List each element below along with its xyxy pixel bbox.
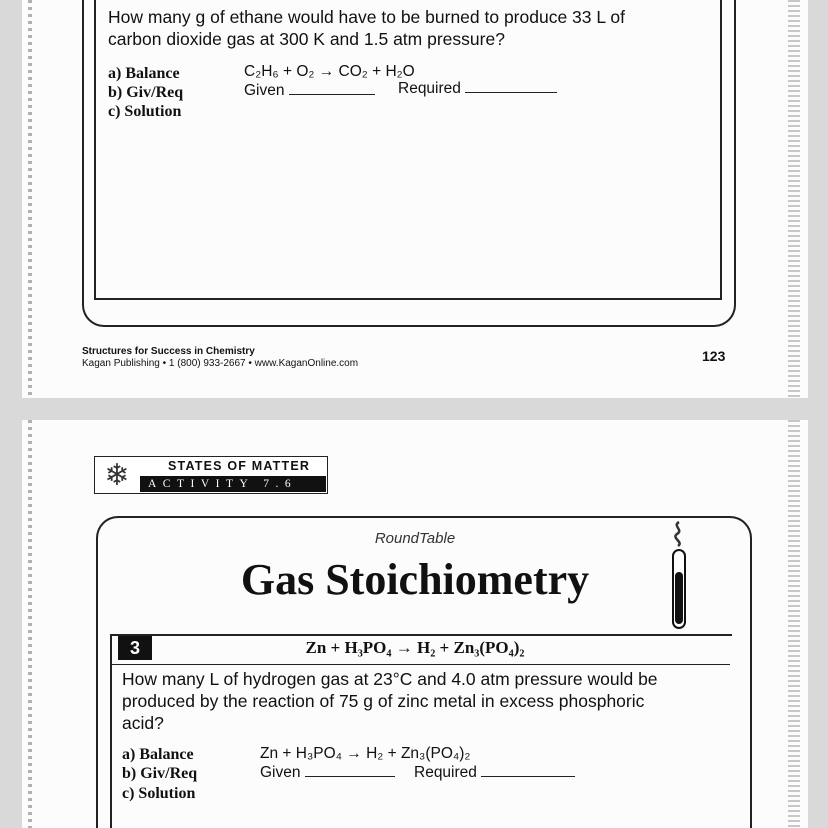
- question-line: How many g of ethane would have to be burned to produce 33 L of: [108, 7, 625, 27]
- given-field: [244, 81, 375, 100]
- footer-publisher: Kagan Publishing • 1 (800) 933-2667 • www.KaganOnline.com: [82, 358, 359, 369]
- problem-number: 3: [118, 636, 152, 660]
- given-blank[interactable]: [305, 764, 395, 777]
- given-label: Given: [260, 764, 301, 781]
- footer: [82, 346, 358, 370]
- giv-req-label: b) Giv/Req: [122, 765, 198, 782]
- required-field: [414, 763, 575, 782]
- worksheet-page-123: [22, 0, 808, 398]
- required-blank[interactable]: [481, 764, 575, 777]
- solution-label: c) Solution: [122, 785, 196, 802]
- question-line: acid?: [122, 713, 164, 733]
- snowflake-icon: ❄: [104, 458, 130, 492]
- test-tube-icon: [664, 520, 694, 630]
- balance-equation: C₂H₆ + O₂ → CO₂ + H₂O: [244, 63, 415, 80]
- question-line: carbon dioxide gas at 300 K and 1.5 atm pressure?: [108, 29, 505, 49]
- solution-label: c) Solution: [108, 103, 182, 120]
- required-blank[interactable]: [465, 80, 557, 93]
- activity-number: ACTIVITY 7.6: [140, 476, 326, 492]
- divider: [110, 664, 730, 665]
- balance-label: a) Balance: [122, 746, 194, 763]
- page-title: Gas Stoichiometry: [240, 555, 590, 604]
- balance-label: a) Balance: [108, 65, 180, 82]
- page-number: 123: [702, 348, 726, 364]
- required-field: [398, 79, 557, 98]
- given-label: Given: [244, 82, 285, 99]
- problem-equation: Zn + H₃PO₄ → H₂ + Zn₃(PO₄)₂: [305, 638, 525, 657]
- scan-edge: [28, 0, 32, 398]
- structure-name: RoundTable: [374, 530, 456, 547]
- required-label: Required: [414, 764, 477, 781]
- required-label: Required: [398, 80, 461, 97]
- question-line: How many L of hydrogen gas at 23°C and 4.0 atm pressure would be: [122, 669, 658, 689]
- worksheet-page-activity: [22, 420, 808, 828]
- balance-equation: Zn + H₃PO₄ → H₂ + Zn₃(PO₄)₂: [260, 745, 471, 762]
- scan-edge: [788, 0, 800, 398]
- given-field: [260, 763, 395, 782]
- scan-edge: [788, 420, 800, 828]
- given-blank[interactable]: [289, 82, 375, 95]
- giv-req-label: b) Giv/Req: [108, 84, 184, 101]
- scan-edge: [28, 420, 32, 828]
- question-line: produced by the reaction of 75 g of zinc metal in excess phosphoric: [122, 691, 645, 711]
- unit-title: STATES OF MATTER: [168, 459, 311, 473]
- footer-book-title: Structures for Success in Chemistry: [82, 346, 255, 357]
